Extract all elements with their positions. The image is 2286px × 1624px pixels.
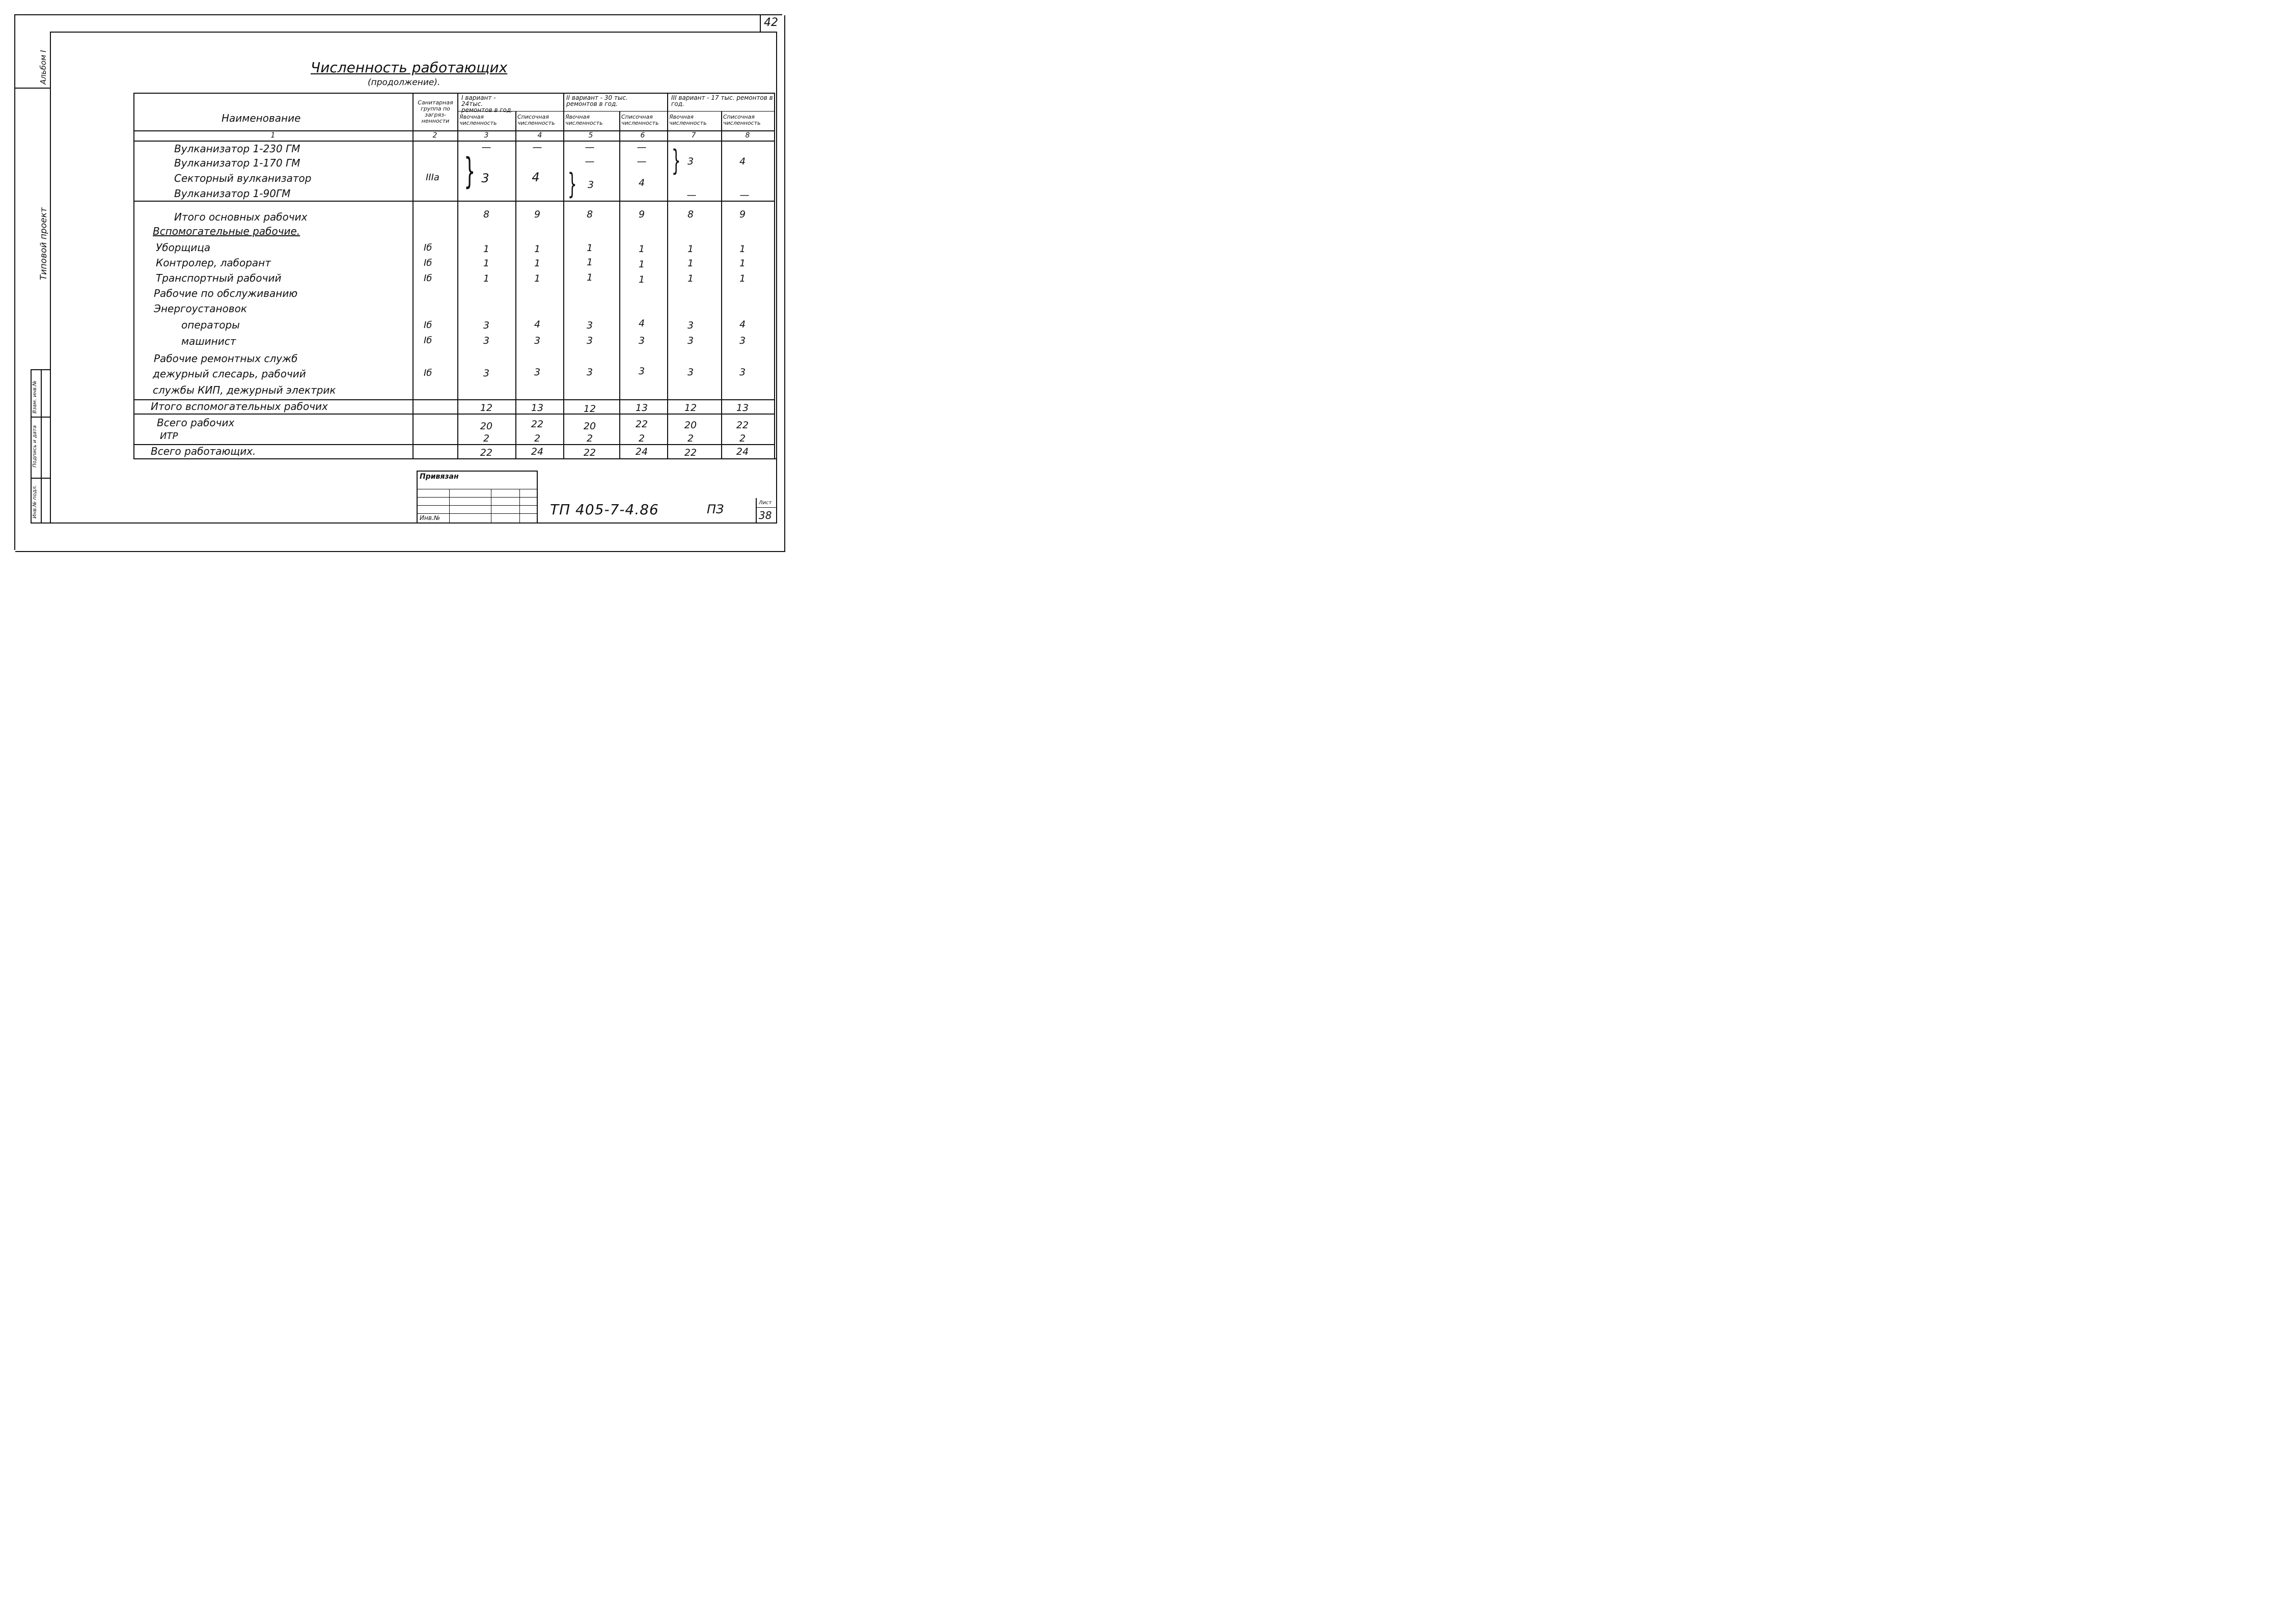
header-variant-3: III вариант - 17 тыс. ремонтов в год. (671, 94, 773, 107)
list-box-divider (756, 507, 776, 508)
col-line-3 (515, 111, 516, 459)
col-line-6 (667, 93, 668, 459)
aux-total-c5: 12 (583, 403, 596, 415)
stamp-privyazan: Привязан (420, 473, 459, 481)
machine-name-1: Вулканизатор 1-230 ГМ (174, 143, 300, 155)
all-employees-c8: 24 (736, 446, 749, 457)
all-workers-label: Всего рабочих (157, 417, 235, 429)
energy-row-1-c4: 4 (534, 319, 541, 330)
dash-r1-c5: — (585, 142, 595, 153)
energy-row-1-c7: 3 (687, 320, 694, 331)
machine-v2-yav: 3 (587, 179, 594, 190)
list-label: Лист (759, 500, 772, 506)
table-right (774, 93, 775, 459)
doc-section: ПЗ (707, 502, 724, 516)
aux-row-1-c8: 1 (739, 243, 746, 255)
stamp-strip-outer (31, 369, 32, 523)
energy-row-1-c3: 3 (483, 320, 490, 331)
all-workers-c7: 20 (684, 420, 697, 431)
dash-r4-c8: — (739, 189, 750, 201)
sheet-number-box-left (760, 15, 761, 33)
itr-c8: 2 (739, 433, 746, 444)
dash-r2-c6: — (637, 156, 647, 167)
machines-bottom (133, 201, 775, 202)
col-line-5 (619, 111, 620, 459)
colnum-bottom (133, 141, 775, 142)
header-spis-2: Списочная численность (621, 114, 659, 126)
repair-c6: 3 (638, 366, 645, 377)
outer-frame-top (14, 14, 782, 15)
aux-row-1-c3: 1 (483, 243, 490, 255)
repair-group: Iб (424, 368, 432, 378)
stamp-strip-mid (41, 369, 42, 523)
all-employees-c5: 22 (583, 447, 596, 458)
colnum-1: 1 (270, 131, 276, 140)
aux-row-3-name: Транспортный рабочий (156, 272, 282, 284)
colnum-6: 6 (640, 131, 645, 140)
page-title: Численность работающих (311, 59, 508, 76)
brace-variant-3: } (671, 144, 681, 177)
energy-row-1-c8: 4 (739, 319, 746, 330)
table-left (133, 93, 134, 458)
stamp-strip-label-3: Взам. инв.№ (32, 380, 38, 414)
all-workers-c5: 20 (583, 421, 596, 432)
stamp-strip-sep2 (31, 478, 51, 479)
dash-r1-c4: — (532, 142, 542, 153)
aux-row-1-c7: 1 (687, 243, 694, 255)
side-album-label: Альбом I (39, 50, 48, 85)
energy-row-1-name: операторы (181, 319, 240, 331)
repair-c5: 3 (586, 367, 593, 378)
all-employees-c3: 22 (480, 447, 493, 458)
inner-frame-top (50, 32, 777, 33)
energy-row-2-c5: 3 (586, 335, 593, 346)
col-line-1 (412, 93, 414, 459)
colnum-7: 7 (691, 131, 696, 140)
all-workers-c8: 22 (736, 420, 749, 431)
itr-label: ИТР (160, 431, 178, 442)
aux-row-2-c3: 1 (483, 258, 490, 269)
aux-row-2-c7: 1 (687, 258, 694, 269)
all-employees-c6: 24 (635, 446, 648, 457)
aux-row-2-c4: 1 (534, 258, 541, 269)
col-line-7 (721, 111, 722, 459)
stamp-strip-label-1: Инв.№ подл. (32, 485, 38, 518)
main-total-c8: 9 (739, 209, 746, 220)
inner-frame-right (776, 32, 777, 524)
outer-frame-bottom (15, 551, 785, 552)
stamp-strip-top (31, 369, 51, 370)
colnum-4: 4 (537, 131, 542, 140)
aux-row-1-c5: 1 (586, 242, 593, 254)
all-employees-c4: 24 (531, 446, 544, 457)
brace-variant-1: } (464, 150, 476, 192)
energy-row-1-group: Iб (424, 320, 432, 331)
all-workers-c6: 22 (635, 419, 648, 430)
colnum-3: 3 (484, 131, 489, 140)
itr-c3: 2 (483, 433, 490, 444)
all-employees-label: Всего работающих. (151, 445, 256, 457)
itr-c7: 2 (687, 433, 694, 444)
aux-total-c6: 13 (635, 402, 648, 414)
machine-group: IIIa (426, 172, 439, 183)
aux-row-1-name: Уборщица (156, 241, 211, 254)
machine-name-2: Вулканизатор 1-170 ГМ (174, 157, 300, 169)
header-spis-1: Списочная численность (517, 114, 555, 126)
list-box-left (756, 498, 757, 524)
colnum-8: 8 (745, 131, 750, 140)
page-subtitle: (продолжение). (368, 77, 440, 88)
energy-row-1-c5: 3 (586, 320, 593, 331)
dash-r2-c5: — (585, 156, 595, 167)
aux-total-bottom (133, 414, 775, 415)
col-line-4 (563, 93, 564, 459)
aux-row-3-c5: 1 (586, 272, 593, 283)
header-yav-3: Явочная численность (669, 114, 707, 126)
main-total-c6: 9 (638, 209, 645, 220)
dash-r4-c7: — (686, 189, 697, 201)
aux-row-2-name: Контролер, лаборант (156, 257, 271, 269)
repair-line-2: дежурный слесарь, рабочий (153, 368, 306, 380)
header-spis-3: Списочная численность (723, 114, 761, 126)
aux-row-2-c5: 1 (586, 257, 593, 268)
all-employees-c7: 22 (684, 447, 697, 458)
stamp-grid-v1 (449, 489, 450, 522)
sheet-number: 42 (764, 16, 778, 29)
inner-frame-left (50, 32, 51, 522)
energy-row-2-c8: 3 (739, 335, 746, 346)
aux-row-3-c3: 1 (483, 273, 490, 284)
header-yav-1: Явочная численность (459, 114, 497, 126)
repair-c3: 3 (483, 368, 490, 379)
header-yav-2: Явочная численность (565, 114, 603, 126)
itr-c6: 2 (638, 433, 645, 444)
energy-row-2-c3: 3 (483, 335, 490, 346)
energy-header-2: Энергоустановок (154, 302, 247, 315)
stamp-box-top (417, 471, 538, 472)
machine-v1-yav: 3 (481, 171, 489, 185)
aux-row-3-c4: 1 (534, 273, 541, 284)
repair-line-1: Рабочие ремонтных служб (154, 352, 298, 365)
doc-code: ТП 405-7-4.86 (550, 501, 659, 518)
aux-row-2-c8: 1 (739, 258, 746, 269)
machine-v2-spis: 4 (638, 177, 645, 188)
stamp-inv: Инв.№ (420, 514, 440, 521)
machine-v1-spis: 4 (532, 170, 540, 184)
header-variant-2: II вариант - 30 тыс. ремонтов в год. (566, 94, 628, 107)
all-workers-c3: 20 (480, 421, 493, 432)
repair-c8: 3 (739, 367, 746, 378)
colnum-5: 5 (588, 131, 593, 140)
stamp-strip-sep1 (31, 417, 51, 418)
aux-row-1-group: Iб (424, 242, 432, 253)
header-bottom (133, 130, 775, 131)
aux-row-3-c8: 1 (739, 273, 746, 284)
machine-v3-yav: 3 (687, 156, 694, 167)
aux-row-3-c7: 1 (687, 273, 694, 284)
main-total-c4: 9 (534, 209, 541, 220)
brace-variant-2: } (567, 168, 577, 201)
main-total-c3: 8 (483, 209, 490, 220)
aux-total-c8: 13 (736, 402, 749, 414)
energy-row-2-group: Iб (424, 335, 432, 346)
col-line-2 (457, 93, 458, 459)
aux-total-label: Итого вспомогательных рабочих (151, 400, 328, 412)
table-bottom (133, 458, 776, 459)
aux-row-2-c6: 1 (638, 259, 645, 270)
aux-total-c3: 12 (480, 402, 493, 414)
energy-row-2-name: машинист (181, 335, 236, 347)
header-variant-1: I вариант - 24тыс. ремонтов в год. (461, 94, 513, 114)
machine-name-3: Секторный вулканизатор (174, 172, 312, 184)
repair-c4: 3 (534, 367, 541, 378)
machine-name-4: Вулканизатор 1-90ГМ (174, 187, 291, 200)
aux-row-3-c6: 1 (638, 274, 645, 285)
side-project-type-label: Типовой проект (39, 207, 49, 280)
outer-frame-right (784, 15, 785, 552)
energy-row-2-c6: 3 (638, 335, 645, 346)
all-workers-c4: 22 (531, 419, 544, 430)
aux-row-3-group: Iб (424, 273, 432, 284)
aux-total-c7: 12 (684, 402, 697, 414)
header-group: Санитарная группа по загряз-ненности (418, 99, 453, 124)
energy-header-1: Рабочие по обслуживанию (154, 287, 298, 299)
itr-c5: 2 (586, 433, 593, 444)
main-total-c7: 8 (687, 209, 694, 220)
colnum-2: 2 (432, 131, 437, 140)
header-name: Наименование (222, 112, 301, 124)
inner-frame-bottom (31, 522, 777, 524)
dash-r1-c6: — (637, 142, 647, 153)
outer-frame-left (14, 14, 15, 550)
aux-row-1-c6: 1 (638, 243, 645, 255)
main-total-c5: 8 (586, 209, 593, 220)
itr-c4: 2 (534, 433, 541, 444)
dash-r1-c3: — (481, 142, 491, 153)
list-number: 38 (759, 509, 772, 521)
energy-row-2-c4: 3 (534, 335, 541, 346)
repair-c7: 3 (687, 367, 694, 378)
repair-line-3: службы КИП, дежурный электрик (153, 384, 336, 396)
stamp-grid-v3 (519, 489, 520, 522)
aux-total-c4: 13 (531, 402, 544, 414)
side-album-divider (14, 88, 51, 89)
main-total-label: Итого основных рабочих (174, 211, 308, 223)
table-top (133, 93, 774, 94)
aux-row-2-group: Iб (424, 258, 432, 268)
energy-row-1-c6: 4 (638, 318, 645, 329)
machine-v3-spis: 4 (739, 156, 746, 167)
aux-header: Вспомогательные рабочие. (153, 225, 300, 237)
stamp-strip-label-2: Подпись и дата (32, 425, 38, 467)
aux-row-1-c4: 1 (534, 243, 541, 255)
energy-row-2-c7: 3 (687, 335, 694, 346)
